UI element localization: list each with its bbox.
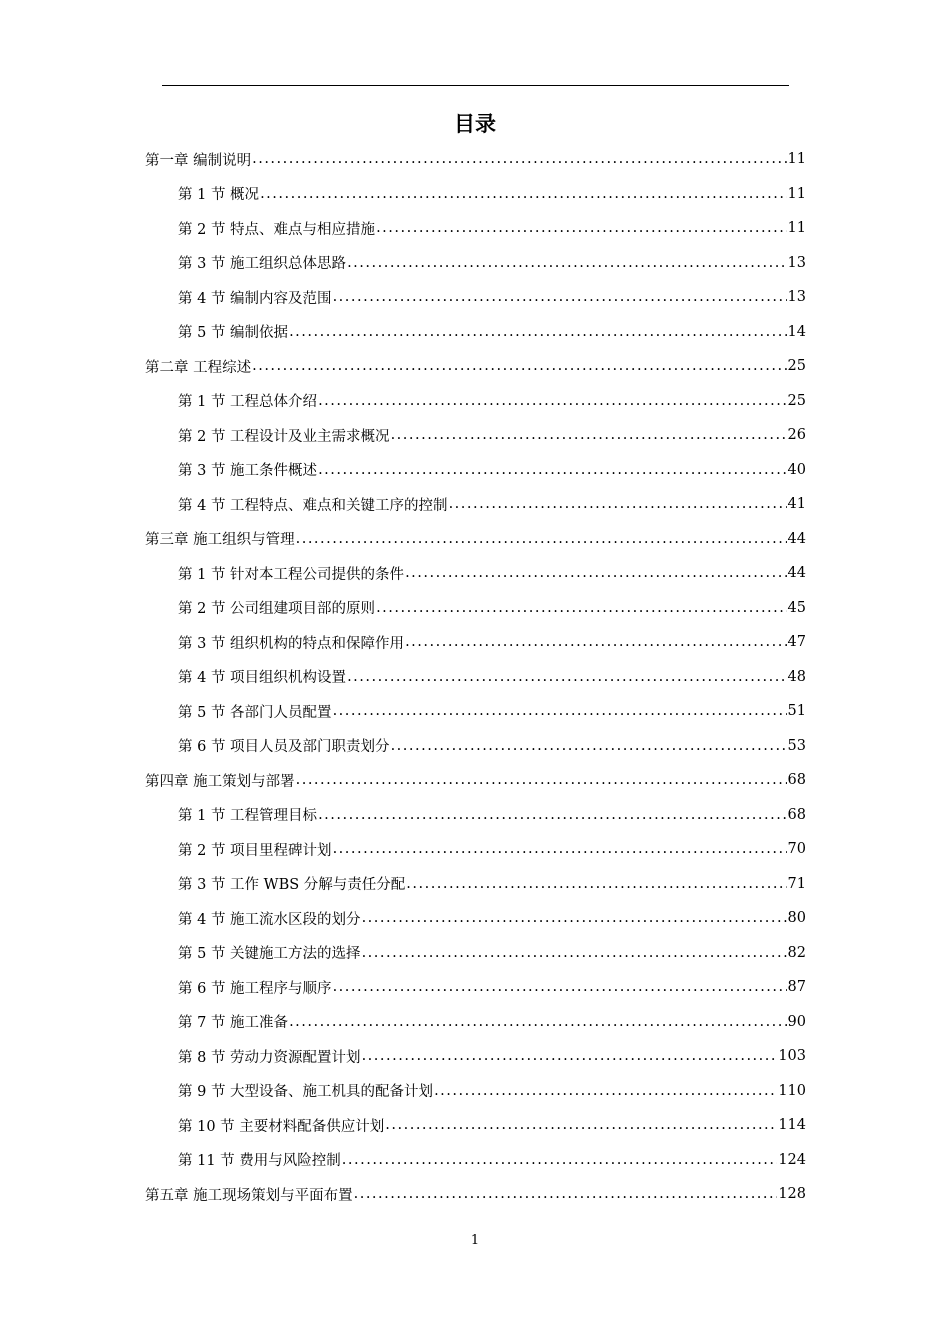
toc-entry-chapter[interactable] (145, 1177, 806, 1211)
toc-entry-page: 40 (787, 461, 806, 478)
toc-entry-section[interactable] (145, 591, 806, 625)
toc-entry-section[interactable] (145, 867, 806, 901)
toc-entry-page: 45 (787, 599, 806, 616)
toc-entry-section[interactable] (145, 832, 806, 866)
toc-entry-page: 11 (787, 220, 806, 236)
toc-entry-label: 第三章 施工组织与管理 (145, 532, 295, 548)
toc-entry-page: 103 (778, 1048, 806, 1064)
toc-leader-dots (296, 772, 787, 788)
toc-entry-section[interactable] (145, 660, 806, 694)
toc-entry-page: 51 (787, 703, 806, 719)
toc-entry-label: 第 4 节 施工流水区段的划分 (178, 911, 361, 928)
toc-entry-label: 第 8 节 劳动力资源配置计划 (178, 1049, 361, 1066)
toc-entry-page: 44 (787, 565, 806, 581)
toc-entry-section[interactable] (145, 729, 806, 763)
toc-entry-page: 90 (787, 1013, 806, 1030)
toc-entry-label: 第 2 节 特点、难点与相应措施 (178, 221, 376, 238)
toc-entry-label: 第 5 节 各部门人员配置 (178, 704, 332, 721)
toc-entry-label: 第 4 节 项目组织机构设置 (178, 670, 347, 686)
toc-entry-page: 82 (787, 944, 806, 961)
toc-entry-section[interactable] (145, 418, 806, 452)
toc-entry-label: 第五章 施工现场策划与平面布置 (145, 1187, 353, 1204)
toc-entry-label: 第 6 节 项目人员及部门职责划分 (178, 739, 390, 755)
toc-entry-page: 25 (787, 358, 806, 374)
toc-entry-page: 68 (787, 806, 806, 823)
toc-entry-page: 53 (787, 737, 806, 754)
toc-entry-section[interactable] (145, 315, 806, 349)
toc-entry-page: 110 (778, 1082, 806, 1099)
toc-leader-dots (347, 255, 786, 271)
toc-entry-label: 第 6 节 施工程序与顺序 (178, 980, 332, 997)
toc-leader-dots (347, 669, 786, 685)
toc-entry-section[interactable] (145, 1074, 806, 1108)
toc-entry-chapter[interactable] (145, 142, 806, 176)
toc-entry-section[interactable] (145, 1039, 806, 1073)
toc-entry-label: 第二章 工程综述 (145, 359, 252, 376)
toc-leader-dots (391, 427, 787, 443)
toc-leader-dots (333, 979, 787, 995)
toc-entry-label: 第 3 节 工作 WBS 分解与责任分配 (178, 877, 406, 893)
toc-entry-label: 第 5 节 编制依据 (178, 325, 289, 341)
toc-leader-dots (289, 1014, 786, 1030)
toc-entry-page: 124 (778, 1151, 806, 1168)
toc-entry-page: 41 (787, 496, 806, 512)
toc-entry-page: 26 (787, 427, 806, 443)
toc-entry-section[interactable] (145, 694, 806, 728)
toc-entry-label: 第 2 节 工程设计及业主需求概况 (178, 428, 390, 445)
toc-entry-label: 第四章 施工策划与部署 (145, 773, 295, 790)
toc-entry-section[interactable] (145, 1143, 806, 1177)
toc-entry-label: 第 2 节 项目里程碑计划 (178, 842, 332, 859)
toc-leader-dots (362, 945, 787, 961)
toc-entry-label: 第 9 节 大型设备、施工机具的配备计划 (178, 1084, 434, 1100)
toc-leader-dots (434, 1083, 777, 1099)
toc-leader-dots (406, 876, 786, 892)
page-number: 1 (470, 1233, 480, 1248)
toc-entry-section[interactable] (145, 177, 806, 211)
toc-leader-dots (385, 1117, 777, 1133)
toc-entry-section[interactable] (145, 798, 806, 832)
toc-entry-page: 70 (787, 841, 806, 857)
toc-entry-page: 48 (787, 668, 806, 685)
toc-entry-label: 第 1 节 针对本工程公司提供的条件 (178, 566, 405, 583)
toc-leader-dots (252, 151, 786, 167)
toc-entry-section[interactable] (145, 1108, 806, 1142)
toc-entry-page: 47 (787, 634, 806, 650)
toc-entry-page: 14 (787, 323, 806, 340)
toc-leader-dots (405, 565, 786, 581)
toc-entry-label: 第 1 节 概况 (178, 187, 260, 203)
toc-leader-dots (342, 1152, 778, 1168)
toc-entry-section[interactable] (145, 453, 806, 487)
toc-leader-dots (318, 462, 786, 478)
header-rule (162, 85, 789, 86)
toc-entry-chapter[interactable] (145, 763, 806, 797)
toc-entry-label: 第 7 节 施工准备 (178, 1015, 289, 1031)
toc-entry-label: 第一章 编制说明 (145, 152, 252, 169)
toc-entry-page: 11 (787, 151, 806, 167)
toc-entry-page: 25 (787, 392, 806, 409)
toc-leader-dots (405, 634, 786, 650)
toc-entry-label: 第 4 节 编制内容及范围 (178, 290, 332, 307)
toc-leader-dots (333, 703, 787, 719)
toc-leader-dots (376, 600, 786, 616)
toc-entry-section[interactable] (145, 970, 806, 1004)
toc-entry-label: 第 1 节 工程总体介绍 (178, 394, 318, 410)
toc-entry-section[interactable] (145, 487, 806, 521)
toc-leader-dots (318, 393, 786, 409)
toc-entry-page: 68 (787, 772, 806, 788)
toc-entry-page: 44 (787, 530, 806, 547)
toc-entry-page: 80 (787, 910, 806, 926)
toc-leader-dots (333, 841, 787, 857)
toc-entry-label: 第 5 节 关键施工方法的选择 (178, 946, 361, 962)
toc-entry-section[interactable] (145, 384, 806, 418)
toc-leader-dots (449, 496, 787, 512)
toc-entry-section[interactable] (145, 246, 806, 280)
toc-leader-dots (318, 807, 786, 823)
toc-entry-label: 第 4 节 工程特点、难点和关键工序的控制 (178, 497, 448, 514)
toc-entry-section[interactable] (145, 1005, 806, 1039)
toc-entry-section[interactable] (145, 211, 806, 245)
toc-entry-page: 71 (787, 875, 806, 892)
toc-entry-label: 第 10 节 主要材料配备供应计划 (178, 1118, 385, 1135)
toc-entry-section[interactable] (145, 936, 806, 970)
toc-entry-chapter[interactable] (145, 349, 806, 383)
toc-entry-page: 13 (787, 254, 806, 271)
toc-entry-label: 第 3 节 组织机构的特点和保障作用 (178, 635, 405, 652)
toc-entry-page: 128 (778, 1186, 806, 1202)
toc-leader-dots (252, 358, 786, 374)
toc-entry-label: 第 3 节 施工条件概述 (178, 463, 318, 479)
page-title: 目录 (454, 112, 496, 136)
toc-entry-label: 第 11 节 费用与风险控制 (178, 1153, 341, 1169)
toc-leader-dots (333, 289, 787, 305)
toc-entry-page: 11 (787, 185, 806, 202)
toc-leader-dots (376, 220, 786, 236)
toc-entry-section[interactable] (145, 901, 806, 935)
toc-leader-dots (289, 324, 786, 340)
toc-leader-dots (362, 910, 787, 926)
toc-leader-dots (391, 738, 787, 754)
toc-entry-section[interactable] (145, 625, 806, 659)
toc-entry-label: 第 3 节 施工组织总体思路 (178, 256, 347, 272)
toc-entry-page: 87 (787, 979, 806, 995)
toc-leader-dots (260, 186, 786, 202)
toc-entry-chapter[interactable] (145, 522, 806, 556)
toc-entry-label: 第 2 节 公司组建项目部的原则 (178, 601, 376, 617)
toc-leader-dots (362, 1048, 778, 1064)
toc-leader-dots (354, 1186, 778, 1202)
toc-leader-dots (296, 531, 787, 547)
toc-entry-page: 114 (778, 1117, 806, 1133)
toc-entry-section[interactable] (145, 280, 806, 314)
toc-entry-page: 13 (787, 289, 806, 305)
toc-entry-label: 第 1 节 工程管理目标 (178, 808, 318, 824)
toc-entry-section[interactable] (145, 556, 806, 590)
